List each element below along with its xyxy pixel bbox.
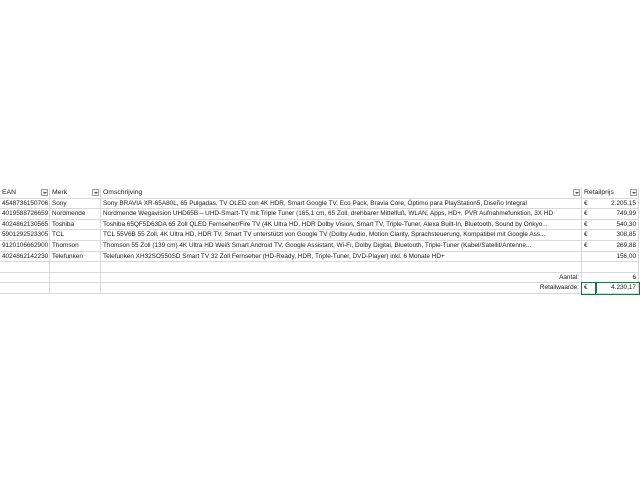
header-label-ean: EAN bbox=[2, 189, 16, 196]
empty-row bbox=[0, 262, 640, 273]
cell-currency[interactable]: € bbox=[582, 241, 596, 252]
empty-cell[interactable] bbox=[50, 273, 101, 284]
cell-ean[interactable]: 9120106662900 bbox=[0, 241, 50, 252]
cell-ean[interactable]: 4019588726659 bbox=[0, 209, 50, 220]
cell-omschrijving[interactable]: TCL 55V6B 55 Zoll, 4K Ultra HD, HDR TV, Smart TV unterstützt von Google TV (Dolby Audio, Motion Clarity, Sprachsteuerung, Kompatibel mit Google Ass... bbox=[101, 230, 582, 241]
retailwaarde-label[interactable]: Retailwaarde: bbox=[101, 283, 582, 294]
cell-currency[interactable]: € bbox=[582, 199, 596, 210]
cell-price[interactable]: 308,85 bbox=[596, 230, 639, 241]
table-row bbox=[0, 209, 640, 220]
empty-cell[interactable] bbox=[596, 262, 639, 273]
spreadsheet-table bbox=[0, 188, 640, 294]
filter-dropdown-icon[interactable] bbox=[92, 189, 99, 196]
filter-dropdown-icon[interactable] bbox=[573, 189, 580, 196]
table-row bbox=[0, 230, 640, 241]
empty-cell[interactable] bbox=[101, 262, 582, 273]
cell-price[interactable]: 269,88 bbox=[596, 241, 639, 252]
header-label-omschrijving: Omschrijving bbox=[103, 189, 143, 196]
retailwaarde-currency[interactable]: € bbox=[582, 283, 596, 294]
cell-omschrijving[interactable]: Nordmende Wegavision UHD65B – UHD-Smart-TV mit Triple Tuner (165,1 cm, 65 Zoll, drehbarer Mittelfuß, WLAN, Apps, HD+, PVR Aufnahmefunktion, 3X HD bbox=[101, 209, 582, 220]
cell-currency[interactable]: € bbox=[582, 209, 596, 220]
empty-cell[interactable] bbox=[0, 283, 50, 294]
summary-row-retailwaarde bbox=[0, 283, 640, 294]
empty-cell[interactable] bbox=[0, 262, 50, 273]
header-cell-merk[interactable] bbox=[50, 188, 101, 199]
cell-ean[interactable]: 4548736150706 bbox=[0, 199, 50, 210]
cell-price[interactable]: 2.205,15 bbox=[596, 199, 639, 210]
cell-ean[interactable]: 4024862130565 bbox=[0, 220, 50, 231]
filter-dropdown-icon[interactable] bbox=[41, 189, 48, 196]
cell-price[interactable]: 156,00 bbox=[596, 252, 639, 263]
header-cell-omschrijving[interactable] bbox=[101, 188, 582, 199]
cell-ean[interactable]: 4024862142230 bbox=[0, 252, 50, 263]
cell-merk[interactable]: Toshiba bbox=[50, 220, 101, 231]
empty-cell[interactable] bbox=[582, 273, 596, 284]
header-row bbox=[0, 188, 640, 199]
header-label-merk: Merk bbox=[52, 189, 68, 196]
cell-price[interactable]: 540,30 bbox=[596, 220, 639, 231]
empty-cell[interactable] bbox=[0, 273, 50, 284]
empty-cell[interactable] bbox=[582, 262, 596, 273]
cell-currency[interactable]: € bbox=[582, 230, 596, 241]
cell-ean[interactable]: 5901292523305 bbox=[0, 230, 50, 241]
header-label-retailprijs: Retailprijs bbox=[584, 189, 614, 196]
cell-price[interactable]: 749,99 bbox=[596, 209, 639, 220]
cell-omschrijving[interactable]: Thomson 55 Zoll (139 cm) 4K Ultra HD Weiß Smart Android TV, Google Assistant, Wi-Fi, Dolby Digital, Bluetooth, Triple-Tuner (Kabel/Satellit/Antenne... bbox=[101, 241, 582, 252]
cell-merk[interactable]: Telefunken bbox=[50, 252, 101, 263]
cell-omschrijving[interactable]: Telefunken XH32SO550SD Smart TV 32 Zoll Fernseher (HD-Ready, HDR, Triple-Tuner, DVD-Player) inkl. 6 Monate HD+ bbox=[101, 252, 582, 263]
retailwaarde-value[interactable]: 4.230,17 bbox=[596, 283, 639, 294]
table-row bbox=[0, 241, 640, 252]
cell-currency[interactable]: € bbox=[582, 220, 596, 231]
table-row bbox=[0, 252, 640, 263]
table-row bbox=[0, 199, 640, 210]
cell-merk[interactable]: Sony bbox=[50, 199, 101, 210]
aantal-value[interactable]: 6 bbox=[596, 273, 639, 284]
header-cell-ean[interactable] bbox=[0, 188, 50, 199]
summary-row-aantal bbox=[0, 273, 640, 284]
cell-merk[interactable]: Nordmende bbox=[50, 209, 101, 220]
cell-merk[interactable]: TCL bbox=[50, 230, 101, 241]
empty-cell[interactable] bbox=[50, 283, 101, 294]
aantal-label[interactable]: Aantal: bbox=[101, 273, 582, 284]
cell-omschrijving[interactable]: Toshiba 65QF5D63DA 65 Zoll QLED Fernseher/Fire TV (4K Ultra HD, HDR Dolby Vision, Smart TV, Triple-Tuner, Alexa Built-In, Bluetooth, Sound by Onkyo... bbox=[101, 220, 582, 231]
cell-merk[interactable]: Thomson bbox=[50, 241, 101, 252]
cell-currency[interactable] bbox=[582, 252, 596, 263]
empty-cell[interactable] bbox=[50, 262, 101, 273]
table-row bbox=[0, 220, 640, 231]
filter-dropdown-icon[interactable] bbox=[630, 189, 637, 196]
header-cell-retailprijs[interactable] bbox=[582, 188, 639, 199]
cell-omschrijving[interactable]: Sony BRAVIA XR-65A80L, 65 Pulgadas, TV OLED con 4K HDR, Smart Google TV, Eco Pack, Bravia Core, Óptimo para PlayStation5, Diseño Integral bbox=[101, 199, 582, 210]
